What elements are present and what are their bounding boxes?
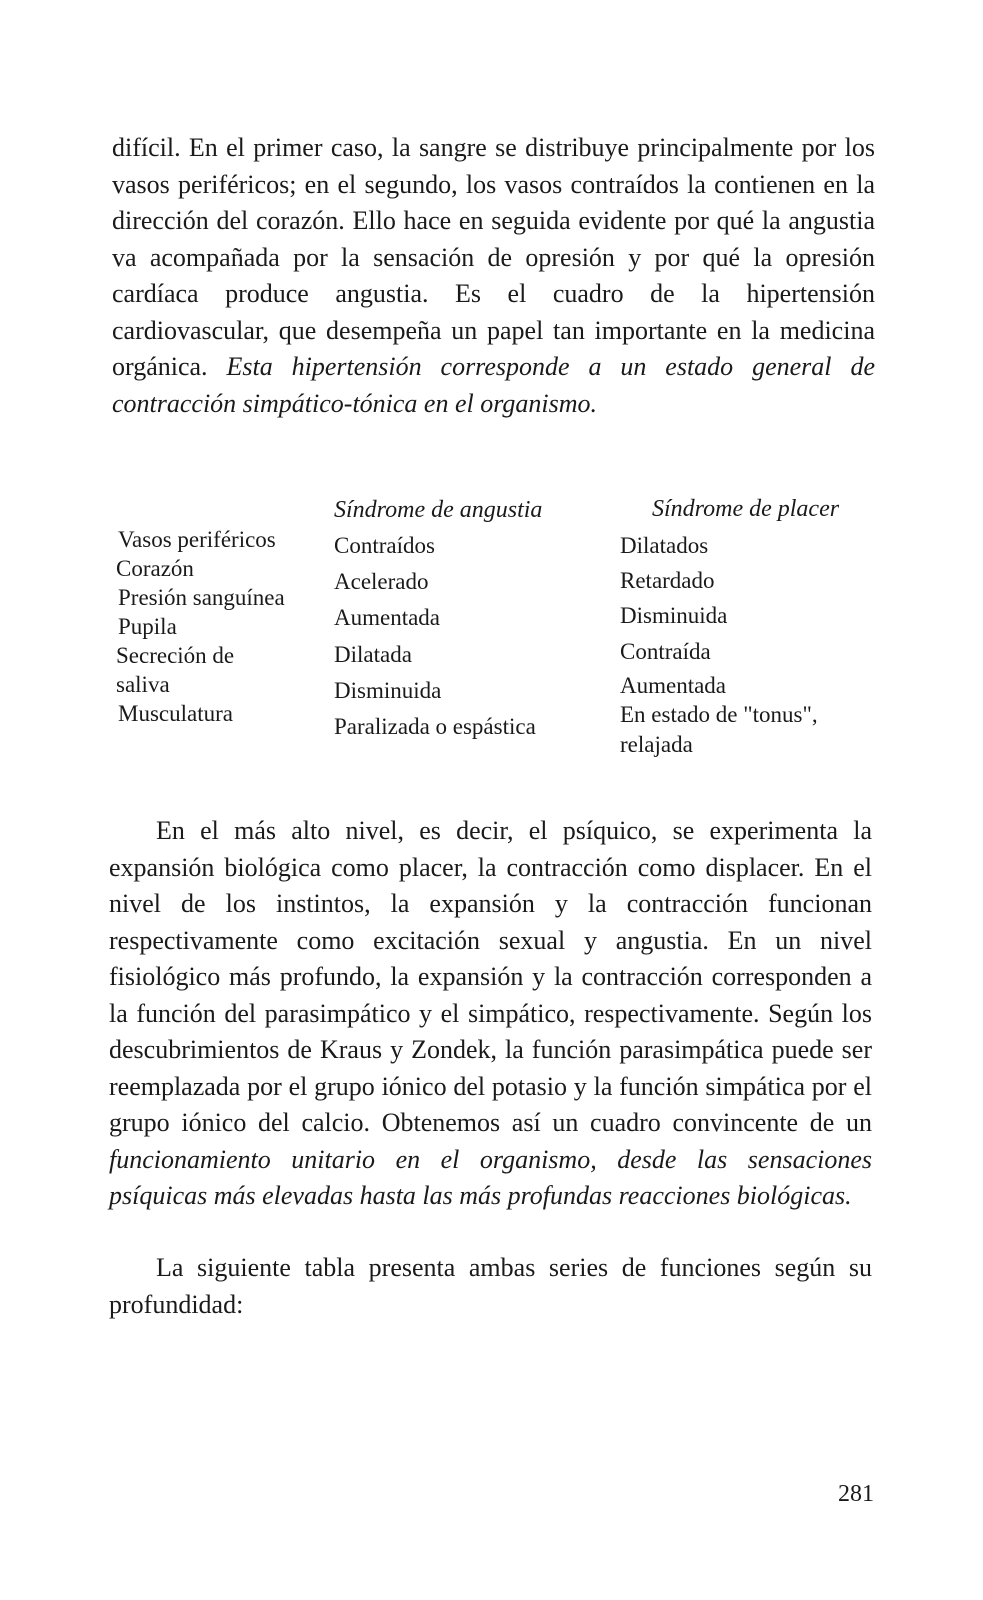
placer-pupila: Contraída (620, 639, 711, 664)
label-secrecion: Secreción de (116, 643, 235, 668)
placer-saliva: Aumentada (620, 673, 727, 698)
paragraph-3: La siguiente tabla presenta ambas series de funciones según su profundidad: (109, 1253, 872, 1319)
placer-presion: Disminuida (620, 603, 728, 628)
placer-corazon: Retardado (620, 568, 715, 593)
label-saliva: saliva (116, 672, 170, 697)
label-pupila: Pupila (118, 614, 177, 639)
paragraph-1-italic: Esta hipertensión corresponde a un estado general de contracción simpático-tónica en el organismo. (112, 352, 875, 418)
placer-musculatura: En estado de "tonus", (620, 702, 818, 727)
label-musculatura: Musculatura (118, 701, 233, 726)
paragraph-1 (112, 130, 875, 422)
placer-vasos: Dilatados (620, 533, 709, 558)
angustia-saliva: Disminuida (334, 678, 442, 703)
angustia-corazon: Acelerado (334, 569, 429, 594)
label-vasos: Vasos periféricos (118, 527, 276, 552)
paragraph-1-text: difícil. En el primer caso, la sangre se distribuye principalmente por los vasos periféricos; en el segundo, los vasos contraídos la contienen en la dirección del corazón. Ello hace en seguida evidente por qué la angustia va acompañada por la sensación de opresión y por qué la opresión cardíaca produce angustia. Es el cuadro de la hipertensión cardiovascular, que desempeña un papel tan importante en la medicina orgánica. (112, 133, 875, 381)
header-angustia: Síndrome de angustia (334, 497, 543, 523)
angustia-vasos: Contraídos (334, 533, 435, 558)
label-presion: Presión sanguínea (118, 585, 285, 610)
angustia-musculatura: Paralizada o espástica (334, 714, 536, 739)
label-corazon: Corazón (116, 556, 194, 581)
paragraph-2-italic: funcionamiento unitario en el organismo, desde las sensaciones psíquicas más elevadas hasta las más profundas reacciones biológicas. (109, 1144, 872, 1210)
header-placer: Síndrome de placer (652, 496, 840, 522)
page-number: 281 (838, 1481, 874, 1507)
angustia-presion: Aumentada (334, 605, 441, 630)
angustia-pupila: Dilatada (334, 642, 412, 667)
paragraph-2 (109, 813, 872, 1215)
placer-musculatura-cont: relajada (620, 732, 693, 757)
paragraph-2-text: En el más alto nivel, es decir, el psíquico, se experimenta la expansión biológica como placer, la contracción como displacer. En el nivel de los instintos, la expansión y la contracción funcionan respectivamente como excitación sexual y angustia. En un nivel fisiológico más profundo, la expansión y la contracción corresponden a la función del parasimpático y el simpático, respectivamente. Según los descubrimientos de Kraus y Zondek, la función parasimpática puede ser reemplazada por el grupo iónico del potasio y la función simpática por el grupo iónico del calcio. Obtenemos así un cuadro convincente de un (109, 816, 872, 1137)
